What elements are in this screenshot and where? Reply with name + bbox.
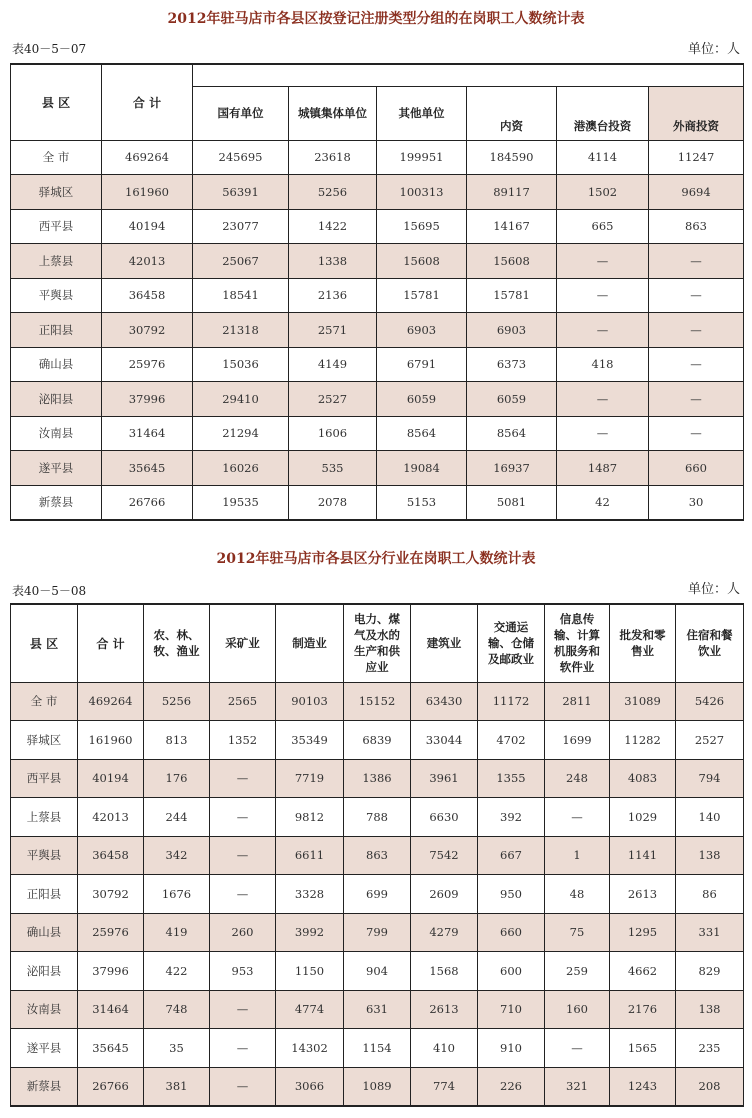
row-label: 平舆县 [11,836,78,875]
cell-other: 19084 [377,451,467,486]
cell-domestic: 184590 [467,140,557,175]
table1-header-group [193,64,744,86]
cell-manuf: 9812 [276,798,344,837]
table1-header-other: 其他单位 [377,86,467,140]
cell-manuf: 3328 [276,875,344,914]
table-row [11,836,744,875]
cell-state: 19535 [193,485,289,520]
cell-mining: 2565 [210,682,276,721]
cell-agri: 419 [144,913,210,952]
cell-total: 469264 [78,682,144,721]
table1-header-hkmt: 港澳台投资 [557,86,649,140]
cell-power: 15152 [344,682,411,721]
row-label: 驿城区 [11,175,102,210]
cell-power: 799 [344,913,411,952]
cell-constr: 410 [411,1029,478,1068]
cell-hkmt: 1487 [557,451,649,486]
cell-total: 469264 [102,140,193,175]
cell-agri: 1676 [144,875,210,914]
row-label: 新蔡县 [11,1067,78,1106]
cell-power: 1089 [344,1067,411,1106]
table1-header-total: 合 计 [102,64,193,140]
table-row [11,990,744,1029]
table-row [11,485,744,520]
cell-mining: 260 [210,913,276,952]
cell-collective: 2571 [289,313,377,348]
cell-collective: 2078 [289,485,377,520]
cell-power: 788 [344,798,411,837]
table2-header-mining: 采矿业 [210,604,276,682]
row-label: 上蔡县 [11,798,78,837]
cell-total: 37996 [102,382,193,417]
cell-hotel: 138 [676,836,744,875]
cell-total: 25976 [78,913,144,952]
cell-collective: 4149 [289,347,377,382]
table2-header-hotel: 住宿和餐饮业 [676,604,744,682]
cell-hkmt: — [557,382,649,417]
table-row [11,278,744,313]
cell-domestic: 89117 [467,175,557,210]
cell-foreign: 863 [649,209,744,244]
cell-other: 6791 [377,347,467,382]
cell-power: 6839 [344,721,411,760]
cell-foreign: — [649,278,744,313]
cell-trade: 2176 [610,990,676,1029]
cell-manuf: 14302 [276,1029,344,1068]
cell-trade: 4662 [610,952,676,991]
cell-total: 36458 [78,836,144,875]
cell-total: 30792 [78,875,144,914]
cell-other: 8564 [377,416,467,451]
cell-it: 2811 [545,682,610,721]
cell-hkmt: 665 [557,209,649,244]
table-row [11,913,744,952]
cell-foreign: — [649,313,744,348]
table-row [11,313,744,348]
cell-hotel: 138 [676,990,744,1029]
cell-trade: 1029 [610,798,676,837]
cell-hotel: 829 [676,952,744,991]
cell-hotel: 86 [676,875,744,914]
cell-hotel: 140 [676,798,744,837]
cell-constr: 7542 [411,836,478,875]
cell-transport: 11172 [478,682,545,721]
cell-total: 161960 [78,721,144,760]
cell-it: 248 [545,759,610,798]
table-row [11,721,744,760]
cell-trade: 11282 [610,721,676,760]
row-label: 汝南县 [11,990,78,1029]
cell-transport: 1355 [478,759,545,798]
cell-domestic: 5081 [467,485,557,520]
cell-collective: 2527 [289,382,377,417]
cell-other: 6059 [377,382,467,417]
cell-foreign: 9694 [649,175,744,210]
row-label: 确山县 [11,347,102,382]
table2-header-power: 电力、煤气及水的生产和供应业 [344,604,411,682]
cell-trade: 4083 [610,759,676,798]
cell-agri: 381 [144,1067,210,1106]
cell-power: 699 [344,875,411,914]
cell-hkmt: — [557,244,649,279]
cell-other: 15608 [377,244,467,279]
table-row [11,1067,744,1106]
cell-total: 31464 [102,416,193,451]
cell-it: 1 [545,836,610,875]
cell-domestic: 6373 [467,347,557,382]
row-label: 全 市 [11,682,78,721]
cell-hotel: 208 [676,1067,744,1106]
cell-agri: 813 [144,721,210,760]
cell-power: 1154 [344,1029,411,1068]
row-label: 泌阳县 [11,952,78,991]
table2-header-total: 合 计 [78,604,144,682]
cell-trade: 31089 [610,682,676,721]
cell-it: 48 [545,875,610,914]
table1-header-domestic: 内资 [467,86,557,140]
cell-power: 1386 [344,759,411,798]
cell-transport: 226 [478,1067,545,1106]
row-label: 驿城区 [11,721,78,760]
cell-collective: 1422 [289,209,377,244]
table1-header-state: 国有单位 [193,86,289,140]
table-row [11,952,744,991]
cell-state: 21294 [193,416,289,451]
cell-other: 199951 [377,140,467,175]
table2-header-county: 县 区 [11,604,78,682]
cell-transport: 667 [478,836,545,875]
cell-collective: 23618 [289,140,377,175]
table2-code: 表40－5－08 [12,584,87,598]
cell-it: 1699 [545,721,610,760]
cell-hkmt: — [557,416,649,451]
row-label: 正阳县 [11,313,102,348]
cell-mining: — [210,798,276,837]
cell-foreign: 11247 [649,140,744,175]
cell-state: 29410 [193,382,289,417]
cell-manuf: 6611 [276,836,344,875]
cell-domestic: 8564 [467,416,557,451]
cell-mining: — [210,875,276,914]
cell-total: 35645 [78,1029,144,1068]
row-label: 泌阳县 [11,382,102,417]
cell-mining: 953 [210,952,276,991]
row-label: 遂平县 [11,1029,78,1068]
cell-hotel: 794 [676,759,744,798]
cell-agri: 5256 [144,682,210,721]
cell-state: 25067 [193,244,289,279]
cell-trade: 1565 [610,1029,676,1068]
cell-total: 31464 [78,990,144,1029]
cell-transport: 710 [478,990,545,1029]
cell-hotel: 2527 [676,721,744,760]
cell-foreign: 660 [649,451,744,486]
table1-header-collective: 城镇集体单位 [289,86,377,140]
cell-it: 160 [545,990,610,1029]
row-label: 遂平县 [11,451,102,486]
table-row [11,1029,744,1068]
cell-manuf: 1150 [276,952,344,991]
cell-mining: — [210,836,276,875]
table-row [11,140,744,175]
cell-domestic: 6059 [467,382,557,417]
cell-domestic: 14167 [467,209,557,244]
table-row [11,347,744,382]
cell-state: 23077 [193,209,289,244]
table-row [11,175,744,210]
cell-constr: 63430 [411,682,478,721]
cell-mining: — [210,990,276,1029]
cell-trade: 1243 [610,1067,676,1106]
table-row [11,798,744,837]
table2-unit: 单位：人 [687,582,740,597]
cell-total: 37996 [78,952,144,991]
cell-total: 26766 [102,485,193,520]
cell-constr: 4279 [411,913,478,952]
cell-constr: 2609 [411,875,478,914]
cell-transport: 660 [478,913,545,952]
cell-total: 36458 [102,278,193,313]
cell-collective: 1338 [289,244,377,279]
cell-manuf: 3066 [276,1067,344,1106]
cell-mining: — [210,1029,276,1068]
cell-power: 904 [344,952,411,991]
cell-trade: 1141 [610,836,676,875]
cell-constr: 774 [411,1067,478,1106]
cell-hotel: 235 [676,1029,744,1068]
row-label: 新蔡县 [11,485,102,520]
cell-foreign: — [649,382,744,417]
cell-hkmt: 42 [557,485,649,520]
table-row [11,382,744,417]
cell-trade: 2613 [610,875,676,914]
cell-foreign: — [649,347,744,382]
cell-foreign: — [649,244,744,279]
row-label: 全 市 [11,140,102,175]
cell-state: 16026 [193,451,289,486]
cell-other: 100313 [377,175,467,210]
table2-header-agri: 农、林、牧、渔业 [144,604,210,682]
table2-header-trade: 批发和零售业 [610,604,676,682]
cell-domestic: 16937 [467,451,557,486]
cell-it: — [545,798,610,837]
cell-agri: 748 [144,990,210,1029]
row-label: 西平县 [11,209,102,244]
cell-manuf: 7719 [276,759,344,798]
cell-foreign: 30 [649,485,744,520]
cell-power: 863 [344,836,411,875]
table-row [11,682,744,721]
cell-state: 56391 [193,175,289,210]
table-row [11,759,744,798]
table2-header-transport: 交通运输、仓储及邮政业 [478,604,545,682]
cell-agri: 342 [144,836,210,875]
cell-hkmt: 1502 [557,175,649,210]
table2-title: 2012年驻马店市各县区分行业在岗职工人数统计表 [216,551,536,567]
cell-other: 15781 [377,278,467,313]
table1-header-foreign: 外商投资 [649,86,744,140]
cell-hotel: 331 [676,913,744,952]
cell-hotel: 5426 [676,682,744,721]
row-label: 上蔡县 [11,244,102,279]
table2-header-manuf: 制造业 [276,604,344,682]
cell-total: 40194 [78,759,144,798]
cell-constr: 3961 [411,759,478,798]
table2-header-constr: 建筑业 [411,604,478,682]
cell-it: 259 [545,952,610,991]
table-row [11,451,744,486]
table2 [10,603,744,1107]
row-label: 汝南县 [11,416,102,451]
cell-constr: 1568 [411,952,478,991]
cell-manuf: 35349 [276,721,344,760]
table1-code: 表40－5－07 [12,42,87,56]
cell-state: 18541 [193,278,289,313]
cell-total: 42013 [78,798,144,837]
table1-unit: 单位：人 [687,42,740,57]
cell-domestic: 6903 [467,313,557,348]
cell-other: 5153 [377,485,467,520]
cell-total: 35645 [102,451,193,486]
row-label: 平舆县 [11,278,102,313]
cell-total: 26766 [78,1067,144,1106]
cell-mining: — [210,759,276,798]
cell-transport: 910 [478,1029,545,1068]
cell-constr: 6630 [411,798,478,837]
table1 [10,63,744,521]
cell-transport: 392 [478,798,545,837]
cell-constr: 33044 [411,721,478,760]
cell-other: 6903 [377,313,467,348]
row-label: 西平县 [11,759,78,798]
cell-state: 15036 [193,347,289,382]
row-label: 正阳县 [11,875,78,914]
cell-it: — [545,1029,610,1068]
table-row [11,244,744,279]
cell-domestic: 15781 [467,278,557,313]
cell-mining: — [210,1067,276,1106]
cell-power: 631 [344,990,411,1029]
table1-header-county: 县 区 [11,64,102,140]
cell-hkmt: — [557,313,649,348]
cell-it: 75 [545,913,610,952]
cell-it: 321 [545,1067,610,1106]
cell-total: 30792 [102,313,193,348]
table-row [11,416,744,451]
cell-manuf: 90103 [276,682,344,721]
cell-total: 42013 [102,244,193,279]
cell-agri: 35 [144,1029,210,1068]
cell-other: 15695 [377,209,467,244]
cell-collective: 5256 [289,175,377,210]
cell-total: 25976 [102,347,193,382]
cell-collective: 535 [289,451,377,486]
table-row [11,875,744,914]
cell-agri: 176 [144,759,210,798]
table2-header-it: 信息传输、计算机服务和软件业 [545,604,610,682]
cell-state: 21318 [193,313,289,348]
cell-total: 161960 [102,175,193,210]
cell-trade: 1295 [610,913,676,952]
cell-hkmt: 418 [557,347,649,382]
cell-transport: 4702 [478,721,545,760]
row-label: 确山县 [11,913,78,952]
table1-title: 2012年驻马店市各县区按登记注册类型分组的在岗职工人数统计表 [167,11,585,27]
cell-collective: 2136 [289,278,377,313]
cell-state: 245695 [193,140,289,175]
cell-transport: 950 [478,875,545,914]
cell-constr: 2613 [411,990,478,1029]
cell-manuf: 4774 [276,990,344,1029]
cell-hkmt: 4114 [557,140,649,175]
cell-manuf: 3992 [276,913,344,952]
cell-collective: 1606 [289,416,377,451]
cell-transport: 600 [478,952,545,991]
cell-domestic: 15608 [467,244,557,279]
cell-agri: 244 [144,798,210,837]
cell-hkmt: — [557,278,649,313]
cell-mining: 1352 [210,721,276,760]
table-row [11,209,744,244]
cell-agri: 422 [144,952,210,991]
cell-total: 40194 [102,209,193,244]
cell-foreign: — [649,416,744,451]
